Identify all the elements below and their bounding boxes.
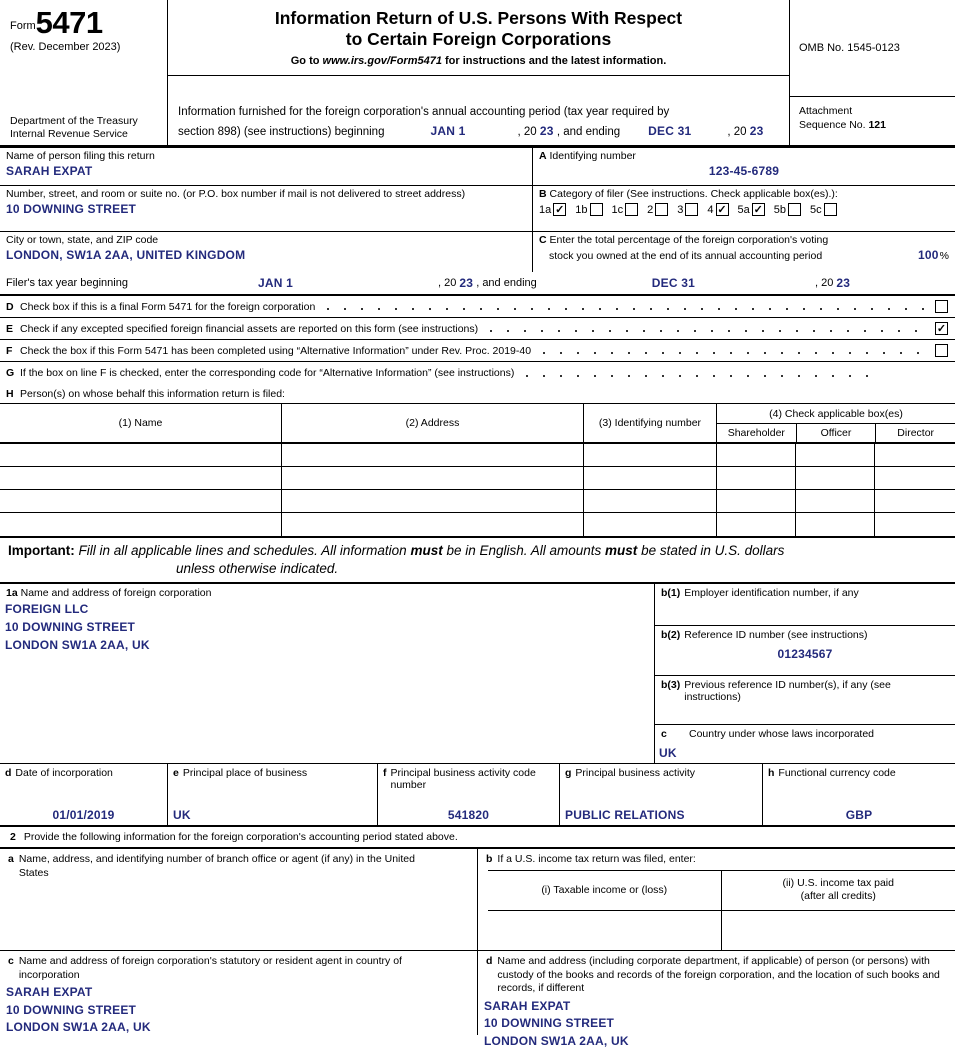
principal-place-of-business-label: Principal place of business — [183, 767, 307, 779]
line-c-label-1: Enter the total percentage of the foreign corporation's voting — [550, 234, 829, 246]
line-b-letter: B — [539, 188, 547, 200]
attachment-sequence: Attachment Sequence No. 121 — [790, 97, 955, 132]
statutory-agent-city-field[interactable]: LONDON SW1A 2AA, UK — [6, 1019, 469, 1036]
foreign-corp-city-field[interactable]: LONDON SW1A 2AA, UK — [5, 636, 648, 654]
form-header — [0, 0, 955, 148]
principal-business-activity-label: Principal business activity — [575, 767, 695, 779]
category-3-checkbox[interactable] — [685, 203, 698, 216]
line-2b-label: If a U.S. income tax return was filed, enter: — [497, 853, 695, 867]
tax-paid-header: (ii) U.S. income tax paid (after all credits) — [722, 871, 955, 910]
h-table-officer-cell[interactable] — [796, 513, 875, 536]
h-table-director-cell[interactable] — [875, 490, 955, 512]
taxyear-label: Filer's tax year beginning — [6, 277, 128, 289]
us-tax-return-cell — [478, 849, 955, 950]
taxyear-begin-year-field[interactable]: 23 — [459, 276, 473, 290]
line-f-letter: F — [6, 345, 20, 357]
h-table-subcol-officer: Officer — [797, 424, 877, 442]
line-2a-label: Name, address, and identifying number of branch office or agent (if any) in the United States — [19, 853, 428, 880]
statutory-agent-street-field[interactable]: 10 DOWNING STREET — [6, 1002, 469, 1019]
voting-stock-percentage-field[interactable]: 100 — [918, 248, 939, 262]
date-of-incorporation-field[interactable]: 01/01/2019 — [5, 808, 162, 822]
h-table-name-cell[interactable] — [0, 444, 282, 466]
functional-currency-field[interactable]: GBP — [768, 808, 950, 822]
identifying-number-field[interactable]: 123-45-6789 — [539, 164, 949, 178]
filer-tax-year-row: Filer's tax year beginning JAN 1 , 20 23 , and ending DEC 31 , 20 23 — [0, 272, 955, 296]
dotted-leaders — [520, 362, 882, 384]
accounting-period-statement: Information furnished for the foreign corporation's annual accounting period (tax year required by section 898) (see instructions) beginning JAN 1 , 20 23 , and ending DEC 31 , 20 23 — [168, 76, 789, 145]
h-table-row — [0, 490, 955, 513]
business-activity-code-cell: f Principal business activity code number 541820 — [378, 764, 560, 825]
form-number: 5471 — [36, 10, 103, 36]
category-1b-checkbox[interactable] — [590, 203, 603, 216]
line-2a-number: a — [8, 853, 14, 880]
line-c-letter: C — [539, 234, 547, 246]
country-incorporated-field[interactable]: UK — [659, 746, 949, 760]
h-table-name-cell[interactable] — [0, 467, 282, 489]
category-4-label: 4 — [707, 204, 713, 216]
category-2-label: 2 — [647, 204, 653, 216]
line-f-text: Check the box if this Form 5471 has been completed using “Alternative Information” under Rev. Proc. 2019-40 — [20, 345, 537, 357]
line-b3-number: b(3) — [661, 679, 680, 703]
h-table-row — [0, 467, 955, 490]
period-line1: Information furnished for the foreign corporation's annual accounting period (tax year required by — [178, 104, 779, 122]
h-table-subcol-shareholder: Shareholder — [717, 424, 797, 442]
line-g-text: If the box on line F is checked, enter the corresponding code for “Alternative Information” (see instructions) — [20, 367, 520, 379]
h-table-id-cell[interactable] — [584, 444, 717, 466]
line-f-row — [0, 340, 955, 362]
category-of-filer-boxes — [539, 203, 949, 216]
category-5b-label: 5b — [774, 204, 786, 216]
h-table-shareholder-cell[interactable] — [717, 467, 796, 489]
line-h-letter: H — [6, 388, 20, 400]
category-1b-label: 1b — [575, 204, 587, 216]
h-table-director-cell[interactable] — [875, 444, 955, 466]
line-b3-label: Previous reference ID number(s), if any (see instructions) — [684, 679, 949, 703]
line-e-letter: E — [6, 323, 20, 335]
filer-street-field[interactable]: 10 DOWNING STREET — [6, 202, 526, 216]
foreign-corporation-name-address-cell — [0, 584, 655, 763]
filer-name-label: Name of person filing this return — [6, 150, 155, 162]
functional-currency-cell: h Functional currency code GBP — [763, 764, 955, 825]
tax-return-subtable — [488, 870, 955, 950]
h-table-col-checkboxes-header: (4) Check applicable box(es) — [717, 404, 955, 424]
functional-currency-label: Functional currency code — [778, 767, 895, 779]
line-b2-label: Reference ID number (see instructions) — [684, 629, 867, 641]
statutory-agent-cell — [0, 951, 478, 1035]
line-1a-number: 1a — [6, 587, 18, 599]
h-table-address-cell[interactable] — [282, 513, 584, 536]
filer-city-field[interactable]: LONDON, SW1A 2AA, UNITED KINGDOM — [6, 248, 526, 262]
taxable-income-field[interactable] — [488, 911, 722, 950]
excepted-assets-checkbox[interactable]: ✓ — [935, 322, 948, 335]
taxyear-end-year-field[interactable]: 23 — [836, 276, 850, 290]
form-title-line2: to Certain Foreign Corporations — [178, 29, 779, 50]
line-2-number: 2 — [10, 831, 16, 843]
final-form-checkbox[interactable] — [935, 300, 948, 313]
form-revision: (Rev. December 2023) — [10, 41, 161, 53]
dotted-leaders — [484, 318, 935, 339]
branch-office-cell — [0, 849, 478, 950]
line-1c-label: Country under whose laws incorporated — [689, 728, 874, 740]
h-table-officer-cell[interactable] — [796, 467, 875, 489]
h-table-id-cell[interactable] — [584, 467, 717, 489]
h-table-col-idnumber-header: (3) Identifying number — [584, 404, 717, 442]
period-line2-prefix: section 898) (see instructions) beginning — [178, 124, 384, 142]
line-h-row — [0, 384, 955, 403]
h-table-col-name-header: (1) Name — [0, 404, 282, 442]
h-table-col-address-header: (2) Address — [282, 404, 584, 442]
h-table-shareholder-cell[interactable] — [717, 444, 796, 466]
books-custodian-name-field[interactable]: SARAH EXPAT — [484, 998, 947, 1015]
foreign-corp-name-field[interactable]: FOREIGN LLC — [5, 600, 648, 618]
h-table-officer-cell[interactable] — [796, 444, 875, 466]
category-5a-label: 5a — [738, 204, 750, 216]
date-of-incorporation-cell: d Date of incorporation 01/01/2019 — [0, 764, 168, 825]
h-table-director-cell[interactable] — [875, 513, 955, 536]
date-of-incorporation-label: Date of incorporation — [15, 767, 112, 779]
taxyear-ending-label: , and ending — [476, 277, 537, 289]
period-end-field[interactable]: DEC 31 — [648, 122, 691, 141]
filer-street-label: Number, street, and room or suite no. (or P.O. box number if mail is not delivered to street address) — [6, 188, 465, 200]
h-table-address-cell[interactable] — [282, 444, 584, 466]
business-activity-code-field[interactable]: 541820 — [383, 808, 554, 822]
h-table-row — [0, 444, 955, 467]
books-custodian-cell — [478, 951, 955, 1035]
period-begin-field[interactable]: JAN 1 — [430, 122, 465, 141]
category-1c-label: 1c — [612, 204, 624, 216]
line-2d-number: d — [486, 955, 492, 996]
line-d-row — [0, 296, 955, 318]
agency-line1: Department of the Treasury — [10, 115, 161, 128]
h-table-address-cell[interactable] — [282, 467, 584, 489]
irs-url: www.irs.gov/Form5471 — [323, 55, 442, 67]
taxable-income-header: (i) Taxable income or (loss) — [488, 871, 722, 910]
taxyear-begin-field[interactable]: JAN 1 — [258, 276, 293, 290]
dotted-leaders — [537, 340, 935, 361]
line-2-text: Provide the following information for the foreign corporation's accounting period stated above. — [24, 831, 458, 843]
h-table-id-cell[interactable] — [584, 513, 717, 536]
alternative-information-checkbox[interactable] — [935, 344, 948, 357]
category-5b-checkbox[interactable] — [788, 203, 801, 216]
line-g-letter: G — [6, 367, 20, 379]
country-incorporated-cell — [655, 725, 955, 763]
h-table-shareholder-cell[interactable] — [717, 513, 796, 536]
form-title-block — [168, 0, 790, 145]
line-d-letter: D — [6, 301, 20, 313]
taxyear-end-field[interactable]: DEC 31 — [652, 276, 695, 290]
h-table-name-cell[interactable] — [0, 513, 282, 536]
period-begin-year-field[interactable]: 23 — [540, 122, 554, 141]
category-5c-checkbox[interactable] — [824, 203, 837, 216]
h-table-id-cell[interactable] — [584, 490, 717, 512]
goto-instructions: Go to www.irs.gov/Form5471 for instructions and the latest information. — [178, 55, 779, 71]
statutory-agent-name-field[interactable]: SARAH EXPAT — [6, 984, 469, 1001]
line-b2-number: b(2) — [661, 629, 680, 641]
principal-business-activity-field[interactable]: PUBLIC RELATIONS — [565, 808, 757, 822]
business-activity-code-label: Principal business activity code number — [391, 767, 555, 791]
principal-place-of-business-cell: e Principal place of business UK — [168, 764, 378, 825]
filer-name-field[interactable]: SARAH EXPAT — [6, 164, 526, 178]
line-2d-label: Name and address (including corporate department, if applicable) of person (or persons) with custody of the books and records of the foreign corporation, and the location of such books and records, if different — [497, 955, 946, 996]
h-table-address-cell[interactable] — [282, 490, 584, 512]
period-end-year-field[interactable]: 23 — [750, 122, 764, 141]
category-2-checkbox[interactable] — [655, 203, 668, 216]
h-table-name-cell[interactable] — [0, 490, 282, 512]
category-3-label: 3 — [677, 204, 683, 216]
h-table-officer-cell[interactable] — [796, 490, 875, 512]
omb-number: OMB No. 1545-0123 — [790, 0, 955, 97]
line-1a-label: Name and address of foreign corporation — [21, 587, 212, 599]
line-2-row — [0, 827, 955, 849]
line-h-text: Person(s) on whose behalf this information return is filed: — [20, 388, 285, 400]
dotted-leaders — [321, 296, 935, 317]
line-b1-label: Employer identification number, if any — [684, 587, 859, 599]
form-title-line1: Information Return of U.S. Persons With Respect — [178, 8, 779, 29]
category-1a-checkbox[interactable]: ✓ — [553, 203, 566, 216]
books-custodian-street-field[interactable]: 10 DOWNING STREET — [484, 1015, 947, 1032]
line-e-row — [0, 318, 955, 340]
line-c-label-2: stock you owned at the end of its annual accounting period — [539, 250, 822, 262]
important-notice: Important: Fill in all applicable lines and schedules. All information must be in English. All amounts must be stated in U.S. dollars unless otherwise indicated. — [0, 538, 955, 584]
and-ending-label: , and ending — [557, 124, 620, 142]
h-table-subcol-director: Director — [876, 424, 955, 442]
category-5a-checkbox[interactable]: ✓ — [752, 203, 765, 216]
form-id-block — [0, 0, 168, 145]
category-5c-label: 5c — [810, 204, 822, 216]
previous-reference-id-cell — [655, 676, 955, 726]
line-a-letter: A — [539, 150, 547, 162]
line-2c-label: Name and address of foreign corporation's statutory or resident agent in country of incorporation — [19, 955, 448, 982]
line-2c-number: c — [8, 955, 14, 982]
h-table-shareholder-cell[interactable] — [717, 490, 796, 512]
category-4-checkbox[interactable]: ✓ — [716, 203, 729, 216]
attachment-sequence-number: 121 — [868, 119, 886, 131]
percent-sign: % — [940, 250, 949, 262]
form-word: Form — [10, 20, 36, 32]
line-d-text: Check box if this is a final Form 5471 for the foreign corporation — [20, 301, 321, 313]
agency-line2: Internal Revenue Service — [10, 128, 161, 141]
line-b-label: Category of filer (See instructions. Check applicable box(es).): — [550, 188, 838, 200]
category-1a-label: 1a — [539, 204, 551, 216]
reference-id-field[interactable]: 01234567 — [661, 647, 949, 661]
persons-on-behalf-table — [0, 403, 955, 538]
h-table-row — [0, 513, 955, 536]
line-b1-number: b(1) — [661, 587, 680, 599]
filer-city-label: City or town, state, and ZIP code — [6, 234, 158, 246]
principal-place-of-business-field[interactable]: UK — [173, 808, 372, 822]
line-g-row — [0, 362, 955, 384]
line-2b-number: b — [486, 853, 492, 867]
ein-cell — [655, 584, 955, 626]
h-table-director-cell[interactable] — [875, 467, 955, 489]
foreign-corp-street-field[interactable]: 10 DOWNING STREET — [5, 618, 648, 636]
line-e-text: Check if any excepted specified foreign financial assets are reported on this form (see instructions) — [20, 323, 484, 335]
line-1c-number: c — [661, 728, 685, 740]
principal-business-activity-cell: g Principal business activity PUBLIC RELATIONS — [560, 764, 763, 825]
line-a-label: Identifying number — [550, 150, 636, 162]
category-1c-checkbox[interactable] — [625, 203, 638, 216]
reference-id-cell — [655, 626, 955, 676]
books-custodian-city-field[interactable]: LONDON SW1A 2AA, UK — [484, 1033, 947, 1050]
